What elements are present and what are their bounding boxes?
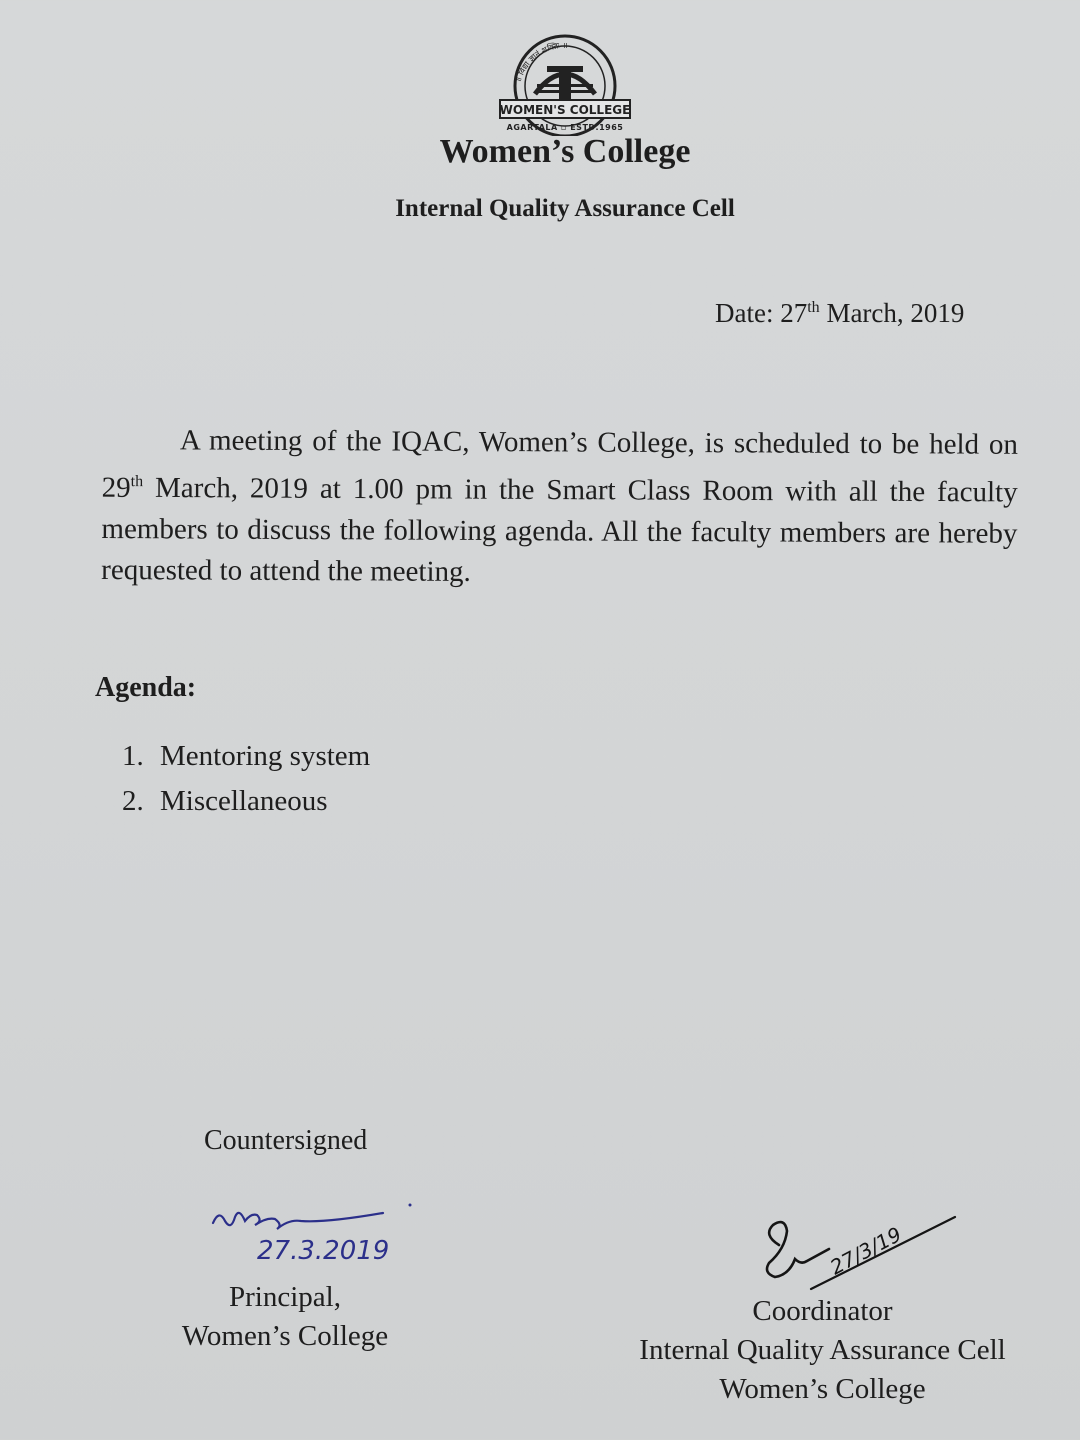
body-part1: A meeting of the IQAC, Women’s College, is scheduled to be held on 29 [101,424,1018,504]
principal-title: Principal, [229,1281,341,1313]
coordinator-block [620,1292,1025,1409]
principal-org: Women’s College [181,1320,389,1352]
date-line [715,298,964,329]
svg-text:॥ विद्या ज्ञानं शक्तिः ॥: ॥ विद्या ज्ञानं शक्तिः ॥ [513,40,568,84]
countersigned-label: Countersigned [204,1125,368,1156]
date-prefix: Date: 27 [715,298,808,328]
agenda-item-text: Mentoring system [160,740,371,772]
date-sup: th [807,299,820,316]
agenda-item [122,779,370,824]
logo-text: WOMEN'S COLLEGE [499,103,631,117]
agenda-item-number: 1. [122,740,144,772]
agenda-heading: Agenda: [95,672,197,703]
coordinator-org: Women’s College [719,1373,926,1405]
agenda-list [122,734,370,824]
coordinator-sign-date: 27/3/19 [826,1222,906,1280]
coordinator-cell: Internal Quality Assurance Cell [639,1334,1006,1366]
agenda-item-number: 2. [122,785,144,817]
college-seal-logo [497,24,633,136]
coordinator-signature [755,1205,975,1295]
coordinator-title: Coordinator [752,1295,893,1327]
principal-sign-date: 27.3.2019 [257,1236,390,1266]
body-part2: March, 2019 at 1.00 pm in the Smart Class Room with all the faculty members to discuss the following agenda. All the faculty members are hereby requested to attend the meeting. [101,471,1018,588]
principal-signature [205,1195,435,1275]
principal-block [170,1278,400,1356]
college-title: Women’s College [439,133,691,170]
logo-subtext: AGARTALA ▫ ESTD.1965 [506,123,624,132]
meeting-notice-paragraph [101,420,1018,595]
body-sup: th [130,473,144,491]
agenda-item [122,734,370,779]
agenda-item-text: Miscellaneous [160,785,328,817]
date-suffix: March, 2019 [819,298,965,328]
cell-title: Internal Quality Assurance Cell [395,195,735,222]
